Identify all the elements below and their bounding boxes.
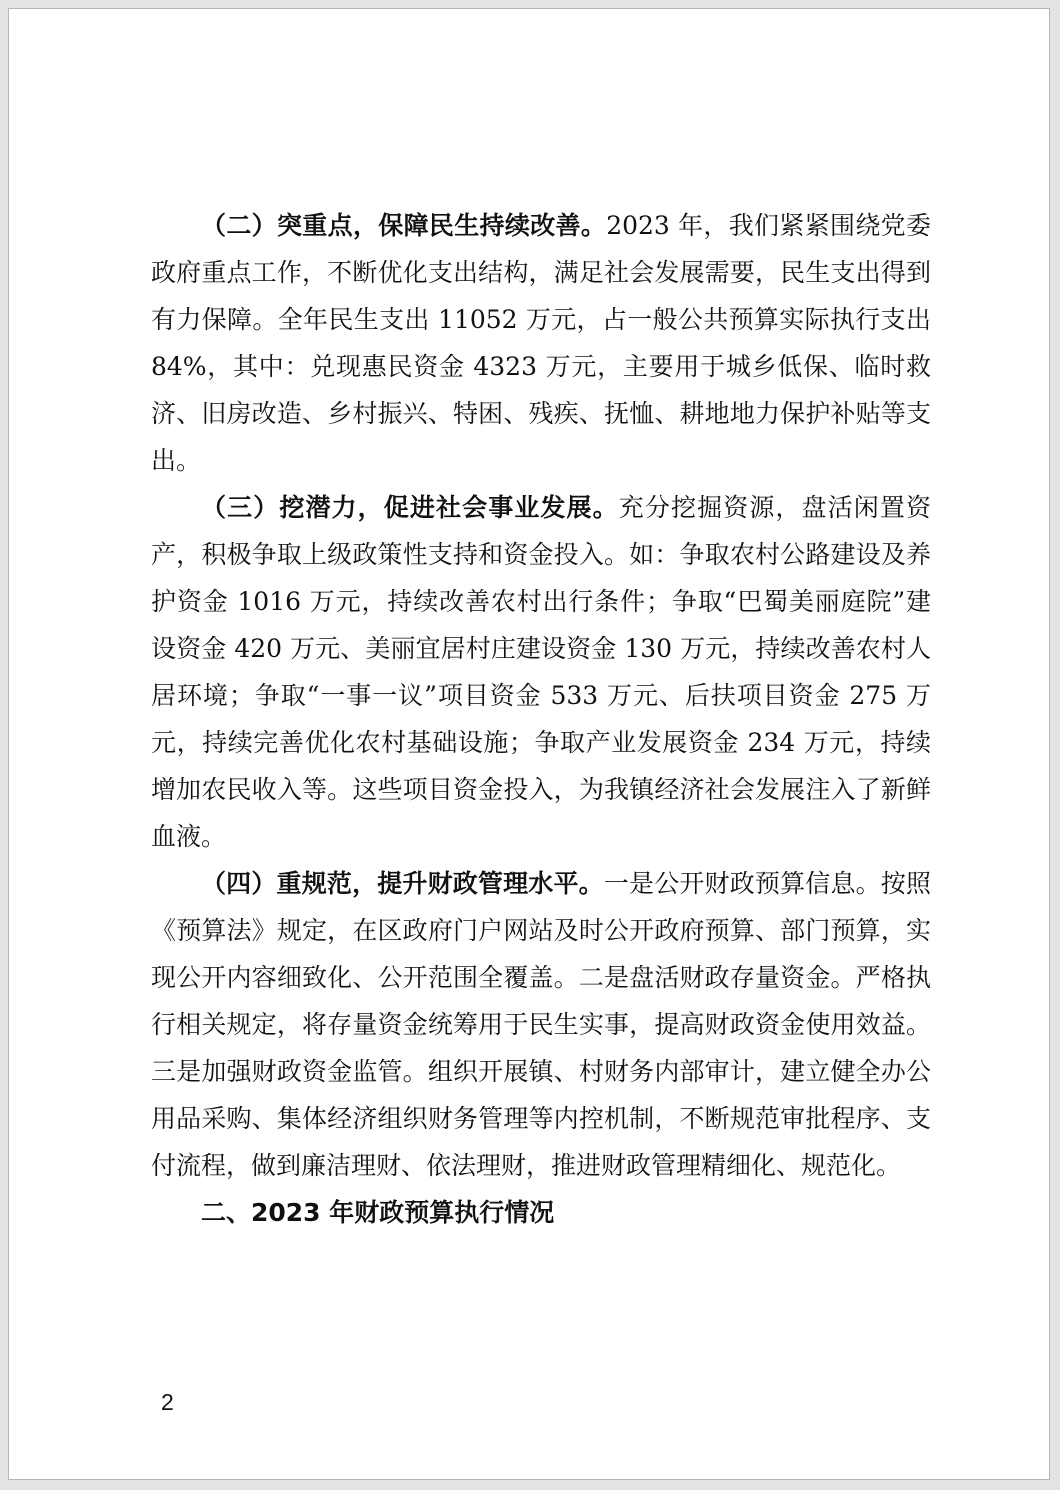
paragraph-text: 充分挖掘资源，盘活闲置资产，积极争取上级政策性支持和资金投入。如：争取农村公路建设及养护资金 1016 万元，持续改善农村出行条件；争取“巴蜀美丽庭院”建设资金 420 万元、美丽宜居村庄建设资金 130 万元，持续改善农村人居环境；争取“一事一议”项目资金 533 万元、后扶项目资金 275 万元，持续完善优化农村基础设施；争取产业发展资金 234 万元，持续增加农民收入等。这些项目资金投入，为我镇经济社会发展注入了新鲜血液。 — [151, 493, 931, 851]
page-body — [151, 202, 931, 1236]
page-number: 2 — [161, 1389, 174, 1415]
paragraph-lead: （三）挖潜力，促进社会事业发展。 — [201, 493, 619, 522]
paragraph-finance-management — [151, 860, 931, 1189]
section-heading: 二、2023 年财政预算执行情况 — [201, 1198, 555, 1227]
paragraph-social-development — [151, 484, 931, 860]
paragraph-lead: （二）突重点，保障民生持续改善。 — [201, 211, 607, 240]
paragraph-livelihood — [151, 202, 931, 484]
paragraph-lead: （四）重规范，提升财政管理水平。 — [201, 869, 604, 898]
paragraph-text: 一是公开财政预算信息。按照《预算法》规定，在区政府门户网站及时公开政府预算、部门预算，实现公开内容细致化、公开范围全覆盖。二是盘活财政存量资金。严格执行相关规定，将存量资金统筹用于民生实事，提高财政资金使用效益。三是加强财政资金监管。组织开展镇、村财务内部审计，建立健全办公用品采购、集体经济组织财务管理等内控机制，不断规范审批程序、支付流程，做到廉洁理财、依法理财，推进财政管理精细化、规范化。 — [151, 869, 931, 1180]
paragraph-text: 2023 年，我们紧紧围绕党委政府重点工作，不断优化支出结构，满足社会发展需要，民生支出得到有力保障。全年民生支出 11052 万元，占一般公共预算实际执行支出 84%，其中：兑现惠民资金 4323 万元，主要用于城乡低保、临时救济、旧房改造、乡村振兴、特困、残疾、抚恤、耕地地力保护补贴等支出。 — [151, 211, 931, 475]
document-page — [8, 8, 1050, 1480]
